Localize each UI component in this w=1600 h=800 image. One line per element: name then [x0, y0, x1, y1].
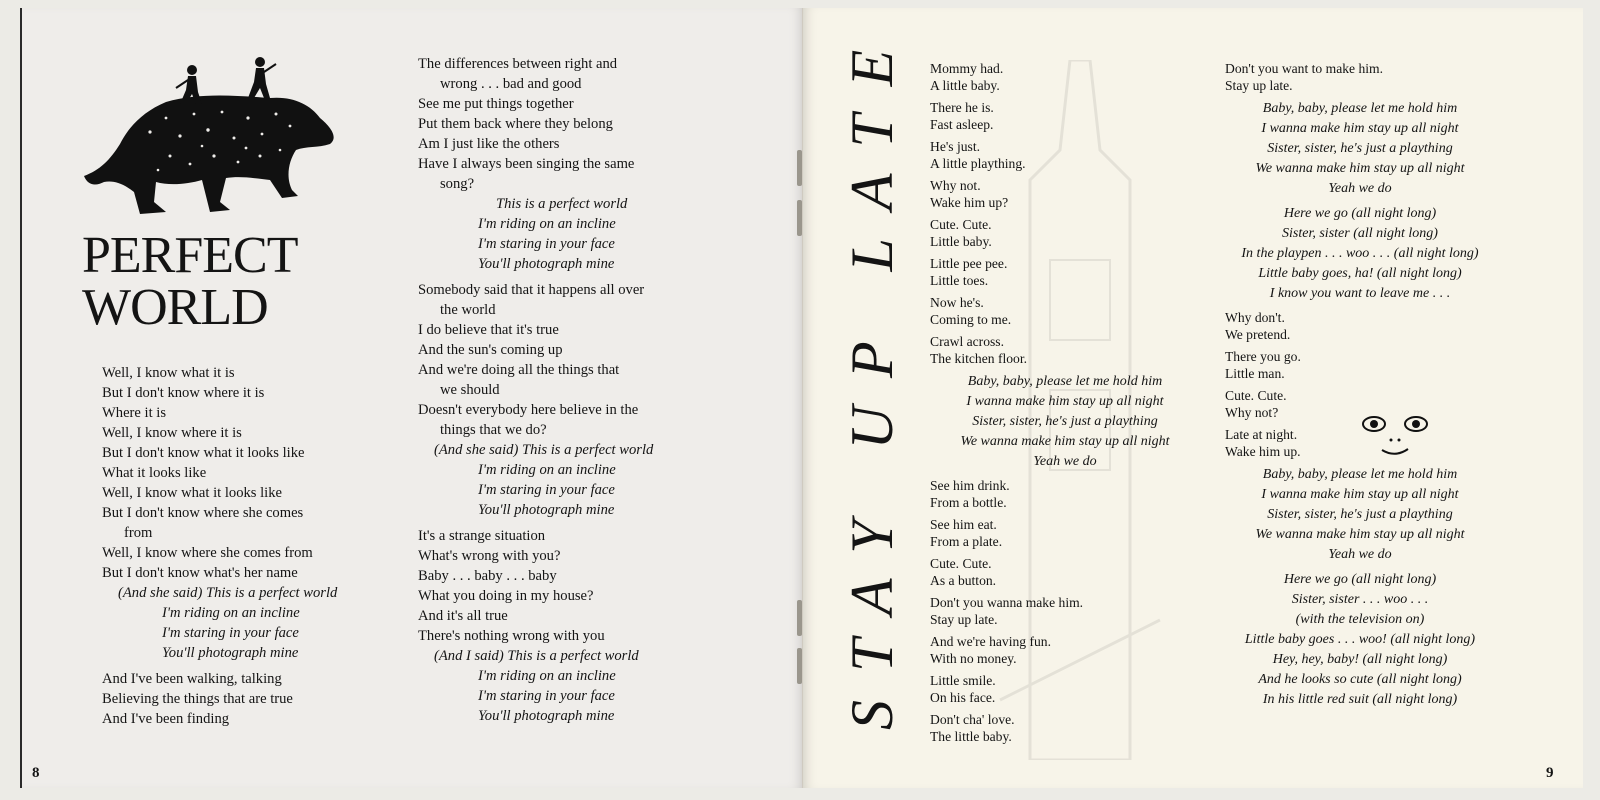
lyric-line: Well, I know where it is	[102, 425, 242, 441]
page-number-left: 8	[32, 765, 40, 781]
lyric-line: things that we do?	[440, 422, 547, 438]
stanza	[930, 294, 1200, 328]
lyric-line: And the sun's coming up	[418, 342, 563, 358]
lyric-line: Stay up late.	[1225, 78, 1293, 93]
lyric-line: What it looks like	[102, 465, 207, 481]
lyric-line: I'm riding on an incline	[478, 668, 616, 684]
lyric-line: A little baby.	[930, 78, 1000, 93]
lyric-line: This is a perfect world	[496, 196, 628, 212]
lyric-line: You'll photograph mine	[478, 256, 615, 272]
lyric-line: Why not?	[1225, 405, 1279, 420]
stanza	[930, 138, 1200, 172]
stanza	[930, 60, 1200, 94]
lyric-line: Why don't.	[1225, 310, 1285, 325]
lyric-line: from	[124, 525, 153, 541]
lyric-line: And I've been walking, talking	[102, 671, 282, 687]
lyric-line: Put them back where they belong	[418, 116, 613, 132]
lyric-line: I'm staring in your face	[478, 236, 615, 252]
lyric-line: Am I just like the others	[418, 136, 560, 152]
stanza	[930, 477, 1200, 511]
stanza	[930, 372, 1200, 472]
chorus-line: Baby, baby, please let me hold him	[1262, 467, 1458, 482]
lyric-line: With no money.	[930, 651, 1017, 666]
lyric-line: You'll photograph mine	[478, 502, 615, 518]
lyric-line: We pretend.	[1225, 327, 1291, 342]
lyric-line: Little man.	[1225, 366, 1285, 381]
lyric-line: Well, I know where she comes from	[102, 545, 313, 561]
lyric-line: There you go.	[1225, 349, 1301, 364]
stanza	[1225, 60, 1495, 94]
lyric-line: From a plate.	[930, 534, 1003, 549]
lyric-line: Now he's.	[930, 295, 984, 310]
lyric-line: You'll photograph mine	[162, 645, 299, 661]
stanza	[930, 555, 1200, 589]
lyric-line: Cute. Cute.	[930, 556, 992, 571]
lyric-line: Cute. Cute.	[930, 217, 992, 232]
lyrics-column-1	[102, 363, 337, 735]
stanza	[1225, 99, 1495, 199]
lyric-line: Late at night.	[1225, 427, 1298, 442]
lyric-line: I'm staring in your face	[478, 688, 615, 704]
stanza	[930, 594, 1200, 628]
stanza	[1225, 204, 1495, 304]
stanza	[930, 516, 1200, 550]
lyric-line: Well, I know what it is	[102, 365, 235, 381]
chorus-line: Sister, sister (all night long)	[1282, 226, 1438, 241]
lyric-line: On his face.	[930, 690, 996, 705]
stanza	[1225, 309, 1495, 343]
chorus-line: Sister, sister, he's just a plaything	[972, 414, 1158, 429]
lyric-line: Stay up late.	[930, 612, 998, 627]
chorus-line: I know you want to leave me . . .	[1269, 286, 1451, 301]
lyric-line: And we're doing all the things that	[418, 362, 620, 378]
chorus-line: Yeah we do	[1033, 454, 1097, 469]
stanza	[418, 526, 653, 726]
lyric-line: See him drink.	[930, 478, 1010, 493]
stanza	[1225, 465, 1495, 565]
lyric-line: Don't cha' love.	[930, 712, 1015, 727]
chorus-line: Little baby goes . . . woo! (all night long)	[1244, 632, 1476, 647]
lyric-line: Well, I know what it looks like	[102, 485, 283, 501]
lyric-line: Wake him up?	[930, 195, 1009, 210]
chorus-line: I wanna make him stay up all night	[1261, 487, 1459, 502]
stanza	[930, 216, 1200, 250]
lyric-line: (And I said) This is a perfect world	[434, 648, 639, 664]
lyric-line: The kitchen floor.	[930, 351, 1028, 366]
lyric-line: Don't you want to make him.	[1225, 61, 1384, 76]
staple-lower-mid	[797, 600, 802, 636]
stanza	[418, 54, 653, 274]
chorus-line: In the playpen . . . woo . . . (all night long)	[1241, 246, 1479, 261]
stanza	[930, 255, 1200, 289]
lyric-line: Coming to me.	[930, 312, 1012, 327]
lyric-line: See me put things together	[418, 96, 574, 112]
lyric-line: There's nothing wrong with you	[418, 628, 605, 644]
chorus-line: Sister, sister, he's just a plaything	[1267, 507, 1453, 522]
lyric-line: Cute. Cute.	[1225, 388, 1287, 403]
lyric-line: As a button.	[930, 573, 997, 588]
chorus-line: (with the television on)	[1295, 612, 1425, 627]
staple-upper-mid	[797, 200, 802, 236]
lyric-line: I'm staring in your face	[478, 482, 615, 498]
lyric-line: Somebody said that it happens all over	[418, 282, 645, 298]
stanza	[930, 672, 1200, 706]
stanza	[930, 633, 1200, 667]
lyric-line: But I don't know where she comes	[102, 505, 304, 521]
stanza	[102, 669, 337, 729]
chorus-line: Here we go (all night long)	[1283, 572, 1437, 587]
lyric-line: the world	[440, 302, 496, 318]
lyrics-column-3	[930, 60, 1200, 750]
lyric-line: Crawl across.	[930, 334, 1004, 349]
chorus-line: We wanna make him stay up all night	[960, 434, 1170, 449]
lyric-line: Why not.	[930, 178, 981, 193]
lyric-line: Little baby.	[930, 234, 992, 249]
lyric-line: Doesn't everybody here believe in the	[418, 402, 639, 418]
lyric-line: we should	[440, 382, 500, 398]
lyric-line: I'm riding on an incline	[478, 216, 616, 232]
chorus-line: We wanna make him stay up all night	[1255, 161, 1465, 176]
lyrics-column-2	[418, 54, 653, 732]
lyric-line: Where it is	[102, 405, 167, 421]
lyric-line: And it's all true	[418, 608, 508, 624]
title-line-2: WORLD	[82, 279, 268, 336]
chorus-line: Hey, hey, baby! (all night long)	[1272, 652, 1448, 667]
page-number-right: 9	[1546, 765, 1554, 781]
lyric-line: I'm staring in your face	[162, 625, 299, 641]
smiley-face-drawing	[1358, 412, 1438, 462]
lyric-line: Don't you wanna make him.	[930, 595, 1084, 610]
song-title-perfect-world	[82, 227, 298, 336]
title-line-1: PERFECT	[82, 227, 298, 284]
lyric-line: He's just.	[930, 139, 981, 154]
lyric-line: Little smile.	[930, 673, 996, 688]
stanza	[930, 177, 1200, 211]
chorus-line: Baby, baby, please let me hold him	[967, 374, 1163, 389]
lyric-line: And I've been finding	[102, 711, 230, 727]
chorus-line: And he looks so cute (all night long)	[1258, 672, 1462, 687]
lyric-line: You'll photograph mine	[478, 708, 615, 724]
lyric-line: Baby . . . baby . . . baby	[418, 568, 557, 584]
lyric-line: Little pee pee.	[930, 256, 1008, 271]
lyric-line: What's wrong with you?	[418, 548, 561, 564]
lyric-line: Have I always been singing the same	[418, 156, 635, 172]
song-title-stay-up-late: STAY UP LATE	[839, 21, 905, 730]
lyric-line: Wake him up.	[1225, 444, 1301, 459]
chorus-line: I wanna make him stay up all night	[1261, 121, 1459, 136]
chorus-line: Little baby goes, ha! (all night long)	[1258, 266, 1462, 281]
lyric-line: Fast asleep.	[930, 117, 994, 132]
stanza	[930, 333, 1200, 367]
stanza	[418, 280, 653, 520]
lyric-line: But I don't know what it looks like	[102, 445, 305, 461]
chorus-line: In his little red suit (all night long)	[1262, 692, 1458, 707]
chorus-line: Yeah we do	[1328, 181, 1392, 196]
stanza	[1225, 348, 1495, 382]
stanza	[930, 99, 1200, 133]
lyric-line: (And she said) This is a perfect world	[434, 442, 654, 458]
stanza	[1225, 570, 1495, 710]
lyric-line: From a bottle.	[930, 495, 1007, 510]
lyric-line: I do believe that it's true	[418, 322, 559, 338]
chorus-line: Yeah we do	[1328, 547, 1392, 562]
chorus-line: I wanna make him stay up all night	[966, 394, 1164, 409]
stanza	[102, 363, 337, 663]
lyric-line: A little plaything.	[930, 156, 1026, 171]
lyric-line: Mommy had.	[930, 61, 1004, 76]
lyric-line: It's a strange situation	[418, 528, 546, 544]
lyric-line: But I don't know where it is	[102, 385, 265, 401]
lyric-line: There he is.	[930, 100, 994, 115]
chorus-line: Sister, sister, he's just a plaything	[1267, 141, 1453, 156]
lyric-line: I'm riding on an incline	[478, 462, 616, 478]
stanza	[930, 711, 1200, 745]
lyric-line: What you doing in my house?	[418, 588, 594, 604]
lyric-line: Little toes.	[930, 273, 989, 288]
chorus-line: Here we go (all night long)	[1283, 206, 1437, 221]
lyrics-column-4	[1225, 60, 1495, 715]
lyric-line: song?	[440, 176, 475, 192]
lyric-line: The differences between right and	[418, 56, 618, 72]
chorus-line: Sister, sister . . . woo . . .	[1291, 592, 1429, 607]
staple-top	[797, 150, 802, 186]
lyric-line: I'm riding on an incline	[162, 605, 300, 621]
chorus-line: Baby, baby, please let me hold him	[1262, 101, 1458, 116]
lyric-line: wrong . . . bad and good	[440, 76, 582, 92]
lyric-line: The little baby.	[930, 729, 1012, 744]
chorus-line: We wanna make him stay up all night	[1255, 527, 1465, 542]
lyric-line: But I don't know what's her name	[102, 565, 298, 581]
lyric-line: Believing the things that are true	[102, 691, 293, 707]
lyric-line: (And she said) This is a perfect world	[118, 585, 338, 601]
lyric-line: See him eat.	[930, 517, 997, 532]
animal-with-riders-illustration	[70, 52, 340, 222]
staple-bottom	[797, 648, 802, 684]
lyric-line: And we're having fun.	[930, 634, 1051, 649]
